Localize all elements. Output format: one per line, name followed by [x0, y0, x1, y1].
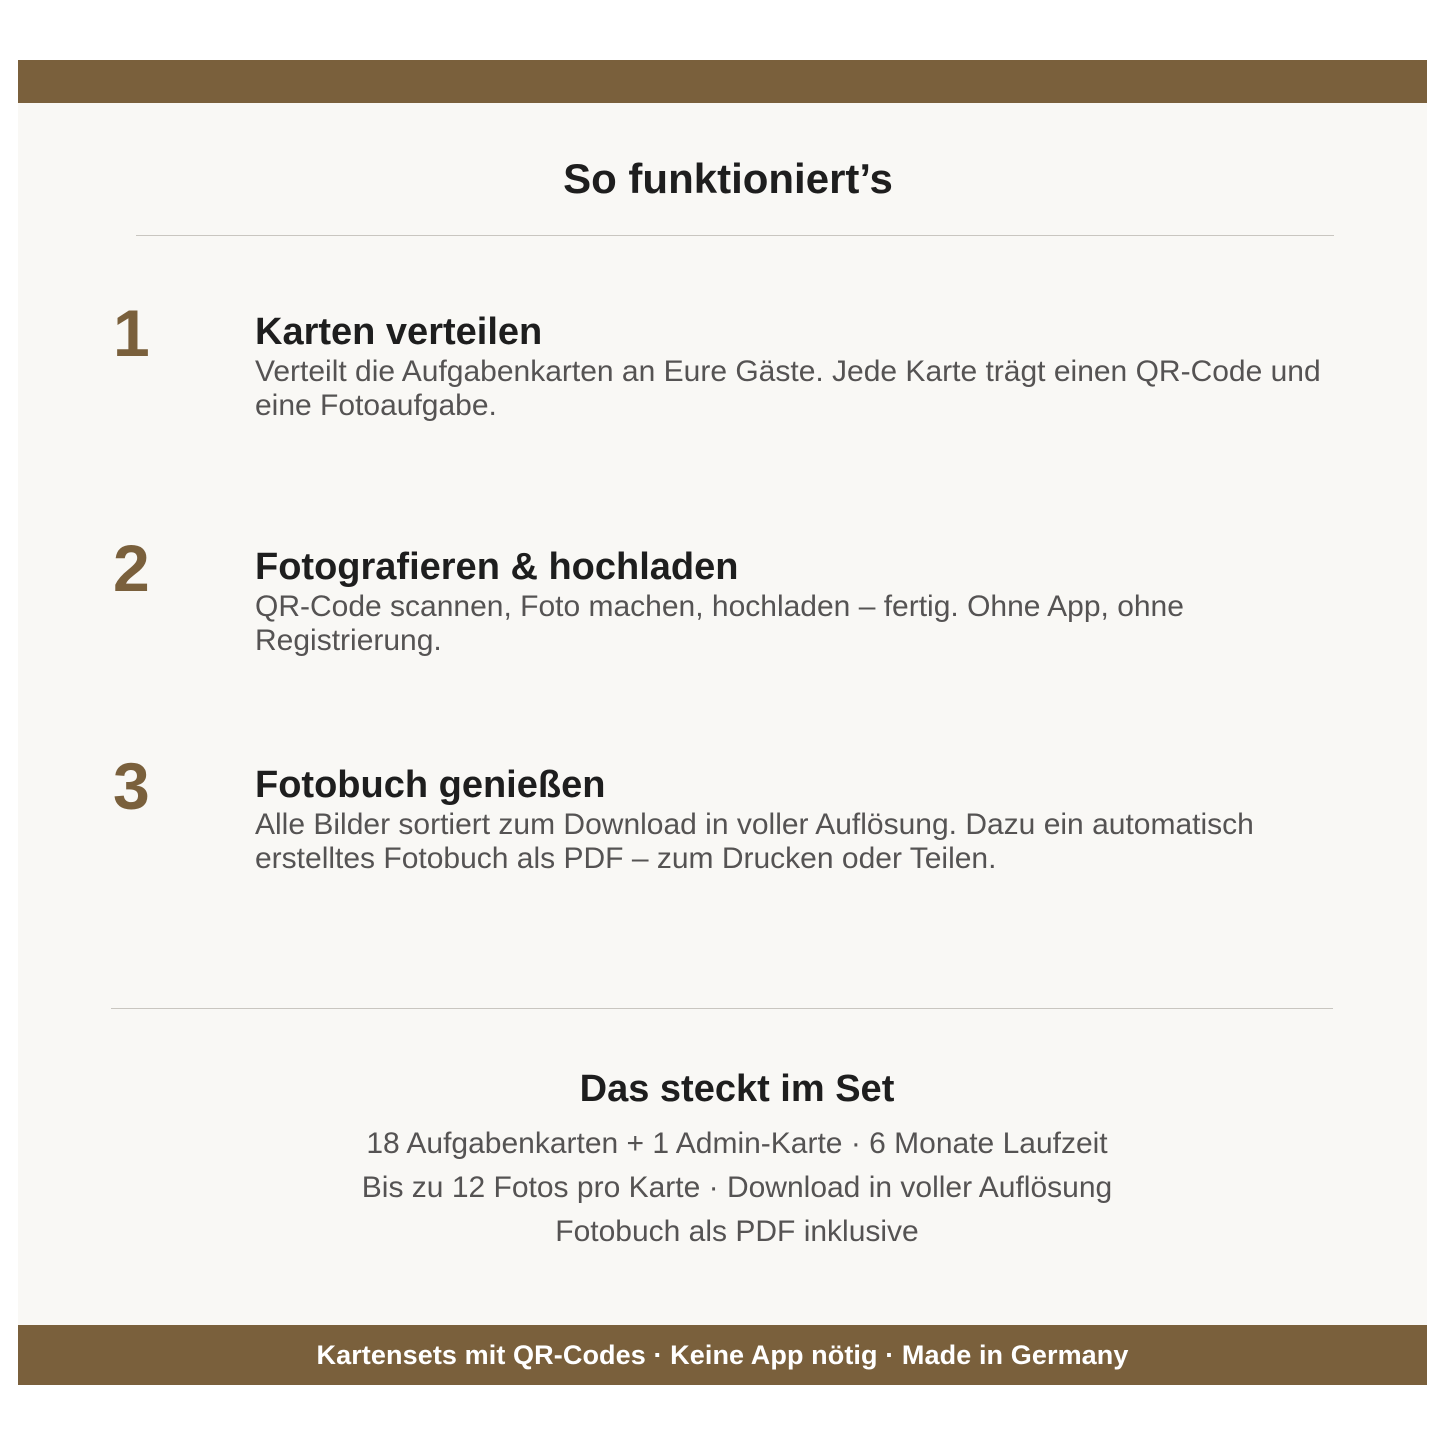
step-description: QR-Code scannen, Foto machen, hochladen – fertig. Ohne App, ohne Registrierung.	[255, 590, 1184, 657]
set-line: Fotobuch als PDF inklusive	[555, 1215, 919, 1248]
set-title: Das steckt im Set	[579, 1068, 895, 1110]
step-description: Alle Bilder sortiert zum Download in voller Auflösung. Dazu ein automatisch erstelltes Fotobuch als PDF – zum Drucken oder Teilen.	[255, 808, 1254, 875]
page-title: So funktioniert’s	[563, 155, 893, 202]
step-title: Fotografieren & hochladen	[255, 546, 739, 588]
footer-bar	[18, 1325, 1427, 1385]
section-divider	[111, 1008, 1333, 1009]
step-description: Verteilt die Aufgabenkarten an Eure Gäste. Jede Karte trägt einen QR-Code und eine Fotoaufgabe.	[255, 355, 1321, 422]
footer-text: Kartensets mit QR-Codes · Keine App nötig · Made in Germany	[316, 1339, 1129, 1370]
step-number: 1	[113, 296, 150, 370]
step-title: Fotobuch genießen	[255, 764, 606, 806]
step-title: Karten verteilen	[255, 311, 543, 353]
title-divider	[136, 235, 1334, 236]
top-accent-bar	[18, 60, 1427, 103]
set-contents	[18, 1122, 1445, 1254]
set-line: Bis zu 12 Fotos pro Karte · Download in voller Auflösung	[361, 1171, 1113, 1204]
step-number: 3	[113, 749, 150, 823]
step-number: 2	[113, 531, 150, 605]
set-line: 18 Aufgabenkarten + 1 Admin-Karte · 6 Monate Laufzeit	[366, 1127, 1108, 1160]
info-card	[18, 60, 1427, 1385]
